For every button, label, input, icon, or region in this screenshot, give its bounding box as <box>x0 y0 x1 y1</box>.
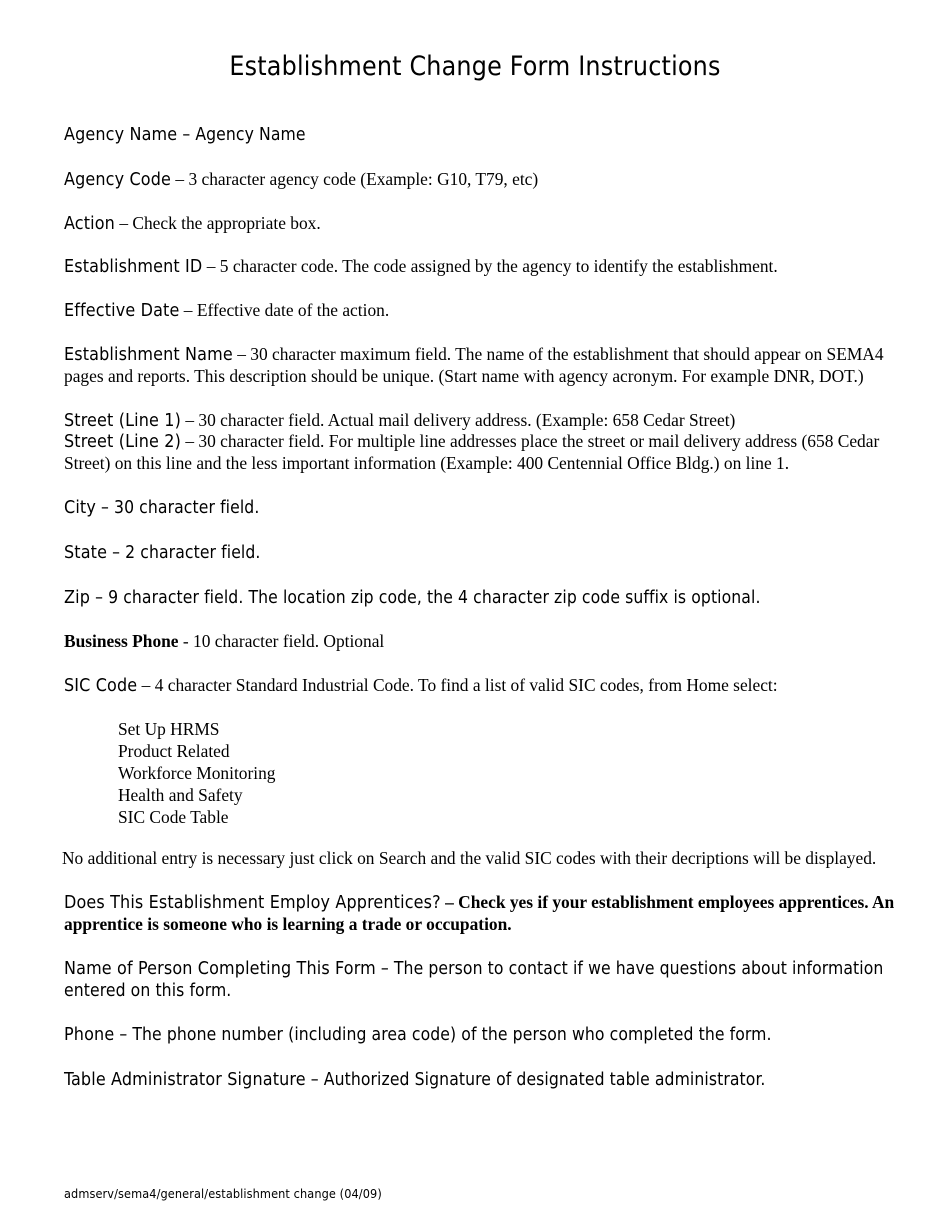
entry-city <box>64 497 902 520</box>
entry-zip <box>64 587 902 610</box>
sic-navigation-list <box>64 719 902 829</box>
entry-label: SIC Code <box>64 675 138 697</box>
entry-description: 4 character Standard Industrial Code. To find a list of valid SIC codes, from Home select: <box>154 675 778 696</box>
entry-label: State <box>64 541 108 563</box>
entry-table-administrator-signature <box>64 1069 902 1092</box>
entry-label: Business Phone <box>64 631 179 652</box>
entry-effective-date <box>64 300 902 322</box>
entry-description: 30 character maximum field. The name of the establishment that should appear on SEMA4 pages and reports. This description should be unique. (Start name with agency acronym. For example DNR, DOT.) <box>64 343 884 386</box>
page-title: Establishment Change Form Instructions <box>229 51 721 82</box>
entry-separator: – <box>232 343 251 364</box>
list-item: SIC Code Table <box>118 806 229 827</box>
entry-separator: – <box>202 256 220 277</box>
sic-note-paragraph: No additional entry is necessary just click on Search and the valid SIC codes with their decriptions will be displayed. <box>62 848 877 869</box>
entry-label: Action <box>64 212 115 234</box>
entry-description: 30 character field. For multiple line addresses place the street or mail delivery address (658 Cedar Street) on this line and the less important information (Example: 400 Centennial Office Bldg.) on line 1. <box>64 431 880 474</box>
entry-separator: – <box>171 168 189 189</box>
entry-label: Agency Code <box>64 168 172 190</box>
entry-description: Agency Name <box>195 125 306 145</box>
entry-separator: – <box>179 300 197 321</box>
entry-description: Effective date of the action. <box>196 300 390 321</box>
entry-separator: – <box>114 1025 133 1046</box>
entry-agency-code <box>64 169 902 191</box>
entry-separator: – <box>95 497 115 518</box>
entry-description: 3 character agency code (Example: G10, T79, etc) <box>188 168 539 189</box>
entry-label: Street (Line 1) <box>64 409 181 431</box>
document-body <box>64 124 902 1114</box>
entry-label: Does This Establishment Employ Apprentices? <box>64 892 441 914</box>
document-footer: admserv/sema4/general/establishment change (04/09) <box>64 1186 382 1201</box>
entry-label: Street (Line 2) <box>64 431 181 453</box>
entry-name-of-person <box>64 958 902 1003</box>
entry-label: Establishment ID <box>64 256 203 278</box>
entry-establishment-id <box>64 256 902 278</box>
entry-description: The person to contact if we have questions about information entered on this form. <box>64 958 884 1001</box>
entry-state <box>64 542 902 565</box>
entry-description: Authorized Signature of designated table administrator. <box>323 1070 766 1091</box>
entry-description: 10 character field. Optional <box>193 631 385 652</box>
entry-employ-apprentices <box>64 892 902 936</box>
entry-label: Table Administrator Signature <box>64 1069 306 1091</box>
entry-description: Check the appropriate box. <box>132 212 321 233</box>
entry-description: 9 character field. The location zip code, the 4 character zip code suffix is optional. <box>108 587 761 608</box>
list-item: Product Related <box>118 740 230 761</box>
entry-label: Establishment Name <box>64 343 233 365</box>
entry-street-lines <box>64 410 902 475</box>
entry-description: Check yes if your establishment employees apprentices. An apprentice is someone who is learning a trade or occupation. <box>64 892 895 935</box>
entry-action <box>64 213 902 235</box>
list-item: Workforce Monitoring <box>118 762 276 783</box>
entry-sic-code <box>64 675 902 697</box>
entry-separator: – <box>107 542 126 563</box>
entry-description: 30 character field. <box>114 497 260 518</box>
entry-label: Phone <box>64 1024 115 1046</box>
entry-separator: – <box>180 431 199 452</box>
list-item: Set Up HRMS <box>118 718 220 739</box>
entry-separator: – <box>375 958 394 979</box>
entry-phone <box>64 1024 902 1047</box>
entry-separator: – <box>177 125 196 145</box>
entry-label: Name of Person Completing This Form <box>64 957 376 979</box>
entry-separator: – <box>137 675 155 696</box>
entry-description: The phone number (including area code) of the person who completed the form. <box>132 1025 772 1046</box>
entry-separator: – <box>305 1070 324 1091</box>
list-item: Health and Safety <box>118 784 243 805</box>
entry-separator: - <box>178 631 194 652</box>
entry-street-line-1 <box>64 410 902 432</box>
entry-label: Effective Date <box>64 300 180 322</box>
entry-street-line-2 <box>64 431 902 475</box>
entry-description: 2 character field. <box>125 542 261 563</box>
entry-description: 30 character field. Actual mail delivery address. (Example: 658 Cedar Street) <box>198 409 736 430</box>
entry-label: Zip <box>64 586 91 608</box>
entry-label: City <box>64 496 96 518</box>
entry-label: Agency Name <box>64 124 178 145</box>
entry-description: 5 character code. The code assigned by the agency to identify the establishment. <box>219 256 778 277</box>
entry-separator: – <box>90 587 109 608</box>
entry-establishment-name <box>64 344 902 388</box>
entry-business-phone <box>64 631 902 653</box>
entry-separator: – <box>114 212 133 233</box>
entry-agency-name <box>64 124 902 147</box>
entry-separator: – <box>440 892 459 913</box>
entry-separator: – <box>180 409 199 430</box>
